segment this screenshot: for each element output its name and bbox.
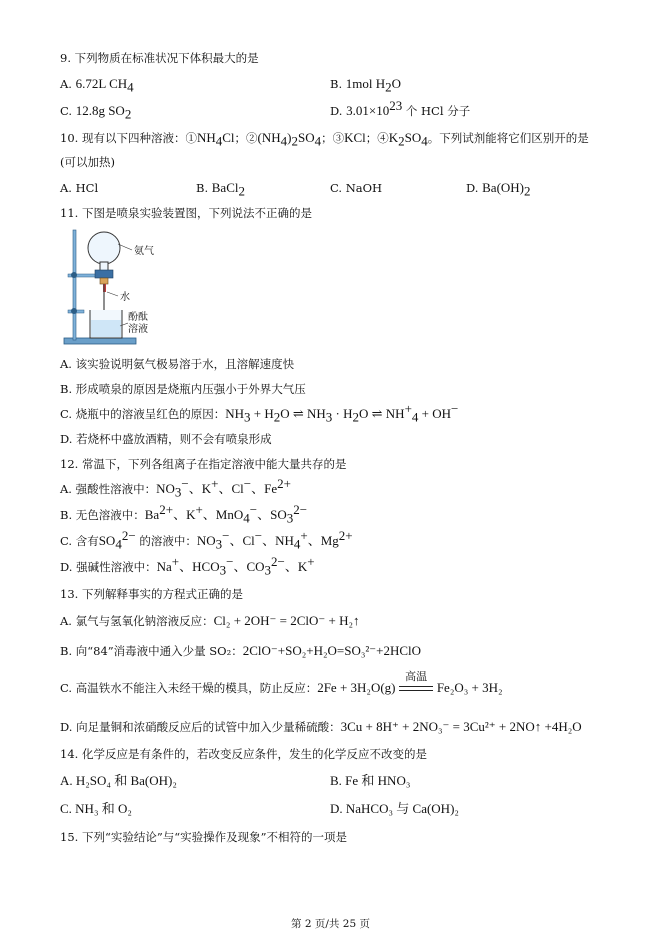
fountain-apparatus-figure: [60, 226, 180, 350]
q11-option-c: C. 烧瓶中的溶液呈红色的原因：$NH_3 + H_2O$ ⇌ $NH_3 \cdot H_2O$ ⇌ $NH^+_4 + OH^-$: [60, 401, 459, 425]
q10-stem-2: (可以加热): [60, 155, 115, 169]
q9-option-d: D. $3.01\times 10^{23}$ 个 HCl 分子: [330, 98, 471, 118]
label-line-water: [107, 292, 118, 296]
fig-label-phenol-1: 酚酞: [128, 312, 148, 323]
reaction-equals-sign: [399, 686, 433, 691]
q12-stem: 12. 常温下，下列各组离子在指定溶液中能大量共存的是: [60, 457, 347, 471]
q9-option-b: B. 1mol $H_2O$: [330, 76, 402, 95]
q14-stem: 14. 化学反应是有条件的，若改变反应条件，发生的化学反应不改变的是: [60, 747, 427, 761]
page-footer: 第 2 页/共 25 页: [291, 918, 370, 930]
q10-stem: 10. 现有以下四种溶液：$①NH_4Cl$；$②(NH_4)_2SO_4$；③KCl；$④K_2SO_4$。下列试剂能将它们区别开的是: [60, 130, 589, 149]
q11-stem: 11. 下图是喷泉实验装置图，下列说法不正确的是: [60, 206, 312, 220]
q13-option-c: C. 高温铁水不能注入未经干燥的模具，防止反应：2Fe + 3H₂O(g) 高温 Fe₂O₃ + 3H₂: [60, 670, 503, 695]
q10-option-c: C. NaOH: [330, 181, 383, 195]
q9-option-c: C. 12.8g $SO_2$: [60, 103, 132, 122]
fig-label-ammonia: 氨气: [134, 246, 154, 257]
q10-option-a: A. HCl: [60, 181, 99, 195]
q11-option-a: A. 该实验说明氨气极易溶于水，且溶解速度快: [60, 357, 295, 371]
q14-option-a: A. H₂SO₄ 和 Ba(OH)₂: [60, 773, 177, 788]
stopper: [100, 278, 108, 284]
neck-clamp: [95, 270, 113, 278]
q12-option-a: A. 强酸性溶液中：$NO_3^-$、K+、Cl−、$Fe^{2+}$: [60, 476, 291, 500]
q10-option-d: D. $Ba(OH)_2$: [466, 180, 531, 199]
q12-option-b: B. 无色溶液中：$Ba^{2+}$、K+、MnO$_4$−、$SO_3^{2-}$: [60, 502, 308, 526]
q14-option-c: C. NH₃ 和 O₂: [60, 801, 132, 816]
q12-option-c: C. 含有$SO_4^{2-}$ 的溶液中：$NO_3^-$、Cl−、$NH_4^+$、$Mg^{2+}$: [60, 528, 353, 552]
flask-bulb: [88, 232, 120, 264]
q12-option-d: D. 强碱性溶液中：Na+、$HCO_3^-$、$CO_3^{2-}$、K+: [60, 554, 315, 578]
q13-option-d: D. 向足量铜和浓硝酸反应后的试管中加入少量稀硫酸：3Cu + 8H⁺ + 2NO₃⁻ = 3Cu²⁺ + 2NO↑ +4H₂O: [60, 719, 582, 734]
fig-label-water: 水: [120, 292, 130, 303]
high-temp-condition: 高温: [399, 681, 433, 697]
q11-option-b: B. 形成喷泉的原因是烧瓶内压强小于外界大气压: [60, 382, 306, 396]
phenolphthalein-solution: [91, 320, 121, 337]
q13-option-a: A. 氯气与氢氧化钠溶液反应：Cl₂ + 2OH⁻ = 2ClO⁻ + H₂↑: [60, 613, 360, 628]
q15-stem: 15. 下列“实验结论”与“实验操作及现象”不相符的一项是: [60, 830, 347, 844]
q11-option-d: D. 若烧杯中盛放酒精，则不会有喷泉形成: [60, 432, 272, 446]
stand-rod: [73, 230, 76, 340]
fig-label-phenol-2: 溶液: [128, 324, 148, 335]
clamp-knob-upper: [71, 272, 77, 278]
q10-option-b: B. BaCl$_2$: [196, 180, 245, 199]
q14-option-d: D. NaHCO₃ 与 Ca(OH)₂: [330, 801, 459, 816]
q9-option-a: A. 6.72L $CH_4$: [60, 76, 134, 95]
q13-stem: 13. 下列解释事实的方程式正确的是: [60, 587, 243, 601]
clamp-knob-lower: [71, 308, 77, 314]
q14-option-b: B. Fe 和 HNO₃: [330, 773, 411, 788]
q9-stem: 9. 下列物质在标准状况下体积最大的是: [60, 51, 259, 65]
q13-option-b: B. 向“84”消毒液中通入少量 SO₂：2ClO⁻+SO₂+H₂O=SO₃²⁻+2HClO: [60, 643, 422, 658]
